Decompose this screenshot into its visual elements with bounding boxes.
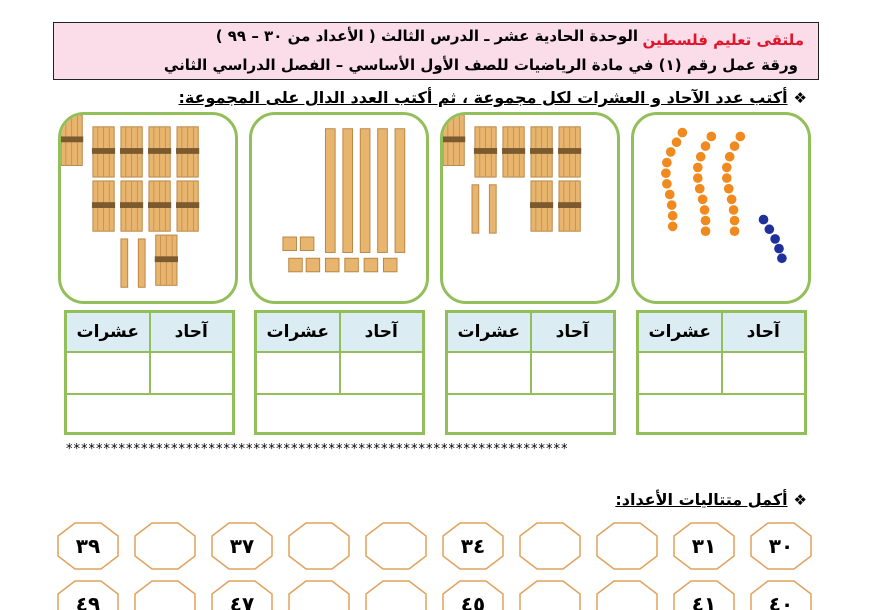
ones-answer-cell[interactable] [150, 352, 234, 394]
sequence-box[interactable] [211, 522, 273, 570]
sequence-box[interactable] [596, 580, 658, 610]
sequence-value [596, 522, 658, 570]
site-name: ملتقى تعليم فلسطين [642, 31, 804, 49]
sequence-box[interactable] [57, 522, 119, 570]
sequence-box[interactable] [519, 580, 581, 610]
place-value-table-4 [636, 310, 807, 435]
sequence-box[interactable] [365, 522, 427, 570]
sequence-value: ٤٧ [229, 592, 255, 610]
sequence-box[interactable] [134, 522, 196, 570]
tens-header: عشرات [66, 312, 150, 352]
group-card-beads [631, 112, 811, 304]
star-separator: ******************************************************************* [66, 442, 569, 457]
sequence-value: ٣٩ [75, 534, 101, 558]
sequence-box[interactable] [673, 522, 735, 570]
sequence-box[interactable] [750, 580, 812, 610]
group-card-sticks-b [440, 112, 620, 304]
tens-answer-cell[interactable] [447, 352, 531, 394]
number-answer-cell[interactable] [447, 394, 614, 433]
instruction-1 [179, 88, 808, 107]
ones-answer-cell[interactable] [531, 352, 615, 394]
tens-answer-cell[interactable] [66, 352, 150, 394]
sequence-value [134, 580, 196, 610]
ones-header: آحاد [150, 312, 234, 352]
base-ten-blocks-icon [252, 115, 426, 301]
sequence-value: ٤١ [691, 592, 717, 610]
diamond-bullet-icon: ❖ [793, 491, 807, 509]
ones-answer-cell[interactable] [722, 352, 806, 394]
sequence-value: ٣٤ [460, 534, 486, 558]
ones-header: آحاد [722, 312, 806, 352]
sequence-value [288, 522, 350, 570]
tens-header: عشرات [256, 312, 340, 352]
worksheet-subtitle: ورقة عمل رقم (١) في مادة الرياضيات للصف الأول الأساسي – الفصل الدراسي الثاني [163, 56, 798, 74]
place-value-table-2 [254, 310, 425, 435]
sequence-value [596, 580, 658, 610]
instruction-2-text: أكمل متتاليات الأعداد: [615, 490, 788, 509]
group-card-sticks-a [58, 112, 238, 304]
sequence-value [519, 580, 581, 610]
sequence-box[interactable] [211, 580, 273, 610]
tens-header: عشرات [447, 312, 531, 352]
sequence-box[interactable] [519, 522, 581, 570]
bundled-sticks-icon [61, 115, 235, 301]
sequence-box[interactable] [442, 522, 504, 570]
instruction-1-text: أكتب عدد الآحاد و العشرات لكل مجموعة ، ثم أكتب العدد الدال على المجموعة: [178, 88, 788, 107]
instruction-2 [615, 490, 807, 509]
sequence-value: ٤٥ [460, 592, 486, 610]
sequence-value [365, 580, 427, 610]
ones-header: آحاد [531, 312, 615, 352]
sequence-value: ٣١ [691, 534, 717, 558]
worksheet-header [53, 22, 819, 80]
tens-answer-cell[interactable] [256, 352, 340, 394]
diamond-bullet-icon: ❖ [793, 89, 807, 107]
sequence-value: ٣٠ [768, 534, 794, 558]
sequence-value [365, 522, 427, 570]
ones-answer-cell[interactable] [340, 352, 424, 394]
sequence-value [519, 522, 581, 570]
group-card-blocks [249, 112, 429, 304]
sequence-box[interactable] [288, 522, 350, 570]
sequence-value [134, 522, 196, 570]
sequence-value: ٤٠ [768, 592, 794, 610]
number-answer-cell[interactable] [256, 394, 423, 433]
sequence-value: ٣٧ [229, 534, 255, 558]
sequence-box[interactable] [57, 580, 119, 610]
bead-strings-icon [634, 115, 808, 301]
sequence-box[interactable] [134, 580, 196, 610]
sequence-box[interactable] [365, 580, 427, 610]
sequence-box[interactable] [288, 580, 350, 610]
sequence-value [288, 580, 350, 610]
number-answer-cell[interactable] [638, 394, 805, 433]
tens-answer-cell[interactable] [638, 352, 722, 394]
bundled-sticks-icon [443, 115, 617, 301]
place-value-table-3 [445, 310, 616, 435]
sequence-box[interactable] [442, 580, 504, 610]
number-answer-cell[interactable] [66, 394, 233, 433]
place-value-table-1 [64, 310, 235, 435]
sequence-box[interactable] [750, 522, 812, 570]
sequence-value: ٤٩ [75, 592, 101, 610]
ones-header: آحاد [340, 312, 424, 352]
unit-lesson-title: الوحدة الحادية عشر ـ الدرس الثالث ( الأعداد من ٣٠ – ٩٩ ) [215, 27, 638, 45]
sequence-box[interactable] [673, 580, 735, 610]
tens-header: عشرات [638, 312, 722, 352]
sequence-box[interactable] [596, 522, 658, 570]
